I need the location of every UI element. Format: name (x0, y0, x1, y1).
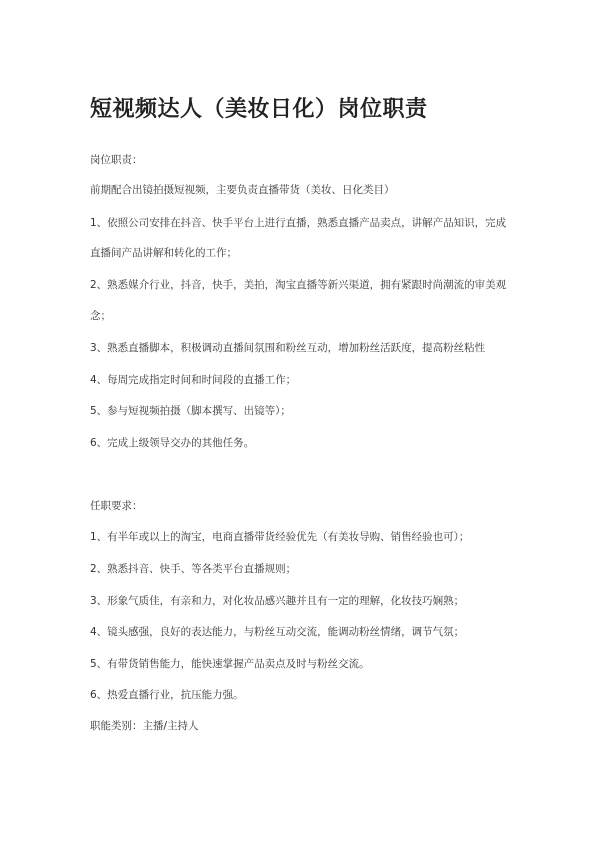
document-title: 短视频达人（美妆日化）岗位职责 (90, 96, 428, 122)
requirement-line: 6、热爱直播行业，抗压能力强。 (90, 689, 244, 701)
section-heading-requirements: 任职要求： (90, 500, 143, 512)
requirement-line: 2、熟悉抖音、快手、等各类平台直播规则； (90, 563, 297, 575)
duty-line: 念； (90, 310, 111, 322)
duty-line: 5、参与短视频拍摄（脚本撰写、出镜等）； (90, 405, 291, 417)
duty-line: 3、熟悉直播脚本，积极调动直播间氛围和粉丝互动，增加粉丝活跃度，提高粉丝粘性 (90, 342, 486, 354)
duties-intro: 前期配合出镜拍摄短视频，主要负责直播带货（美妆、日化类目） (90, 184, 395, 196)
duty-line: 4、每周完成指定时间和时间段的直播工作； (90, 374, 297, 386)
duty-line: 1、依照公司安排在抖音、快手平台上进行直播，熟悉直播产品卖点，讲解产品知识，完成 (90, 217, 507, 229)
requirement-line: 1、有半年或以上的淘宝，电商直播带货经验优先（有美妆导购、销售经验也可）； (90, 531, 470, 543)
requirement-line: 4、镜头感强，良好的表达能力，与粉丝互动交流，能调动粉丝情绪，调节气氛； (90, 626, 465, 638)
duty-line: 直播间产品讲解和转化的工作； (90, 247, 237, 259)
section-heading-duties: 岗位职责： (90, 154, 143, 166)
duty-line: 6、完成上级领导交办的其他任务。 (90, 437, 255, 449)
job-category: 职能类别：主播/主持人 (90, 720, 199, 732)
requirement-line: 3、形象气质佳，有亲和力，对化妆品感兴趣并且有一定的理解，化妆技巧娴熟； (90, 595, 465, 607)
duty-line: 2、熟悉媒介行业，抖音，快手，美拍，淘宝直播等新兴渠道，拥有紧跟时尚潮流的审美观 (90, 279, 507, 291)
requirement-line: 5、有带货销售能力，能快速掌握产品卖点及时与粉丝交流。 (90, 658, 370, 670)
